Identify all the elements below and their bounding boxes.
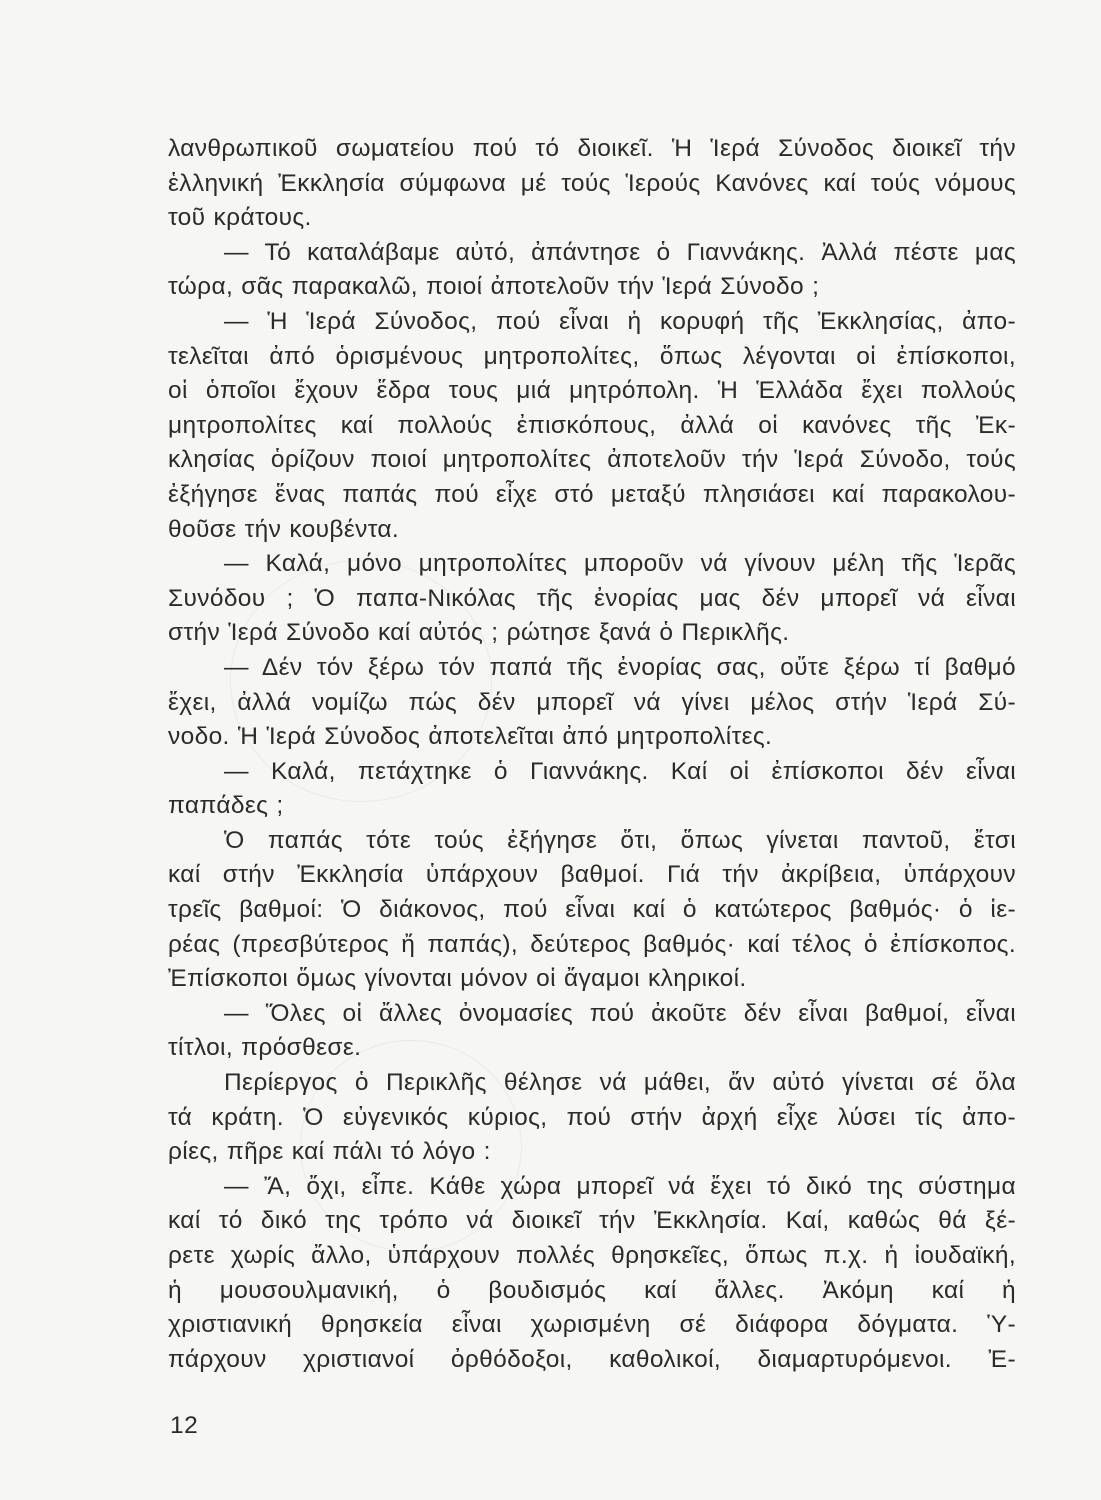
text-line: ρέας (πρεσβύτερος ἤ παπάς), δεύτερος βαθμός· καί τέλος ὁ ἐπίσκοπος. — [168, 930, 1016, 958]
text-line: τελεῖται ἀπό ὁρισμένους μητροπολίτες, ὅπως λέγονται οἱ ἐπίσκοποι, — [168, 342, 1016, 370]
body-text — [168, 132, 1016, 1377]
text-line: καί στήν Ἐκκλησία ὑπάρχουν βαθμοί. Γιά τήν ἀκρίβεια, ὑπάρχουν — [168, 861, 1016, 889]
text-line: Περίεργος ὁ Περικλῆς θέλησε νά μάθει, ἄν αὐτό γίνεται σέ ὅλα — [224, 1069, 1016, 1097]
text-line: Ὁ παπάς τότε τούς ἐξήγησε ὅτι, ὅπως γίνεται παντοῦ, ἔτσι — [224, 826, 1016, 854]
text-line: τοῦ κράτους. — [168, 204, 312, 232]
text-line: Συνόδου ; Ὁ παπα-Νικόλας τῆς ἐνορίας μας δέν μπορεῖ νά εἶναι — [168, 584, 1016, 612]
text-line: — Ἄ, ὄχι, εἶπε. Κάθε χώρα μπορεῖ νά ἔχει τό δικό της σύστημα — [224, 1172, 1016, 1200]
text-line: τώρα, σᾶς παρακαλῶ, ποιοί ἀποτελοῦν τήν Ἱερά Σύνοδο ; — [168, 273, 820, 301]
text-line: — Δέν τόν ξέρω τόν παπά τῆς ἐνορίας σας, οὔτε ξέρω τί βαθμό — [224, 653, 1016, 681]
text-line: ρίες, πῆρε καί πάλι τό λόγο : — [168, 1138, 491, 1166]
text-line: τίτλοι, πρόσθεσε. — [168, 1034, 362, 1062]
text-line: μητροπολίτες καί πολλούς ἐπισκόπους, ἀλλά οἱ κανόνες τῆς Ἐκ- — [168, 411, 1016, 439]
text-line: θοῦσε τήν κουβέντα. — [168, 515, 400, 543]
text-line: στήν Ἱερά Σύνοδο καί αὐτός ; ρώτησε ξανά ὁ Περικλῆς. — [168, 619, 790, 647]
text-line: ἑλληνική Ἐκκλησία σύμφωνα μέ τούς Ἱερούς Κανόνες καί τούς νόμους — [168, 169, 1016, 197]
text-line: ρετε χωρίς ἄλλο, ὑπάρχουν πολλές θρησκεῖες, ὅπως π.χ. ἡ ἰουδαϊκή, — [168, 1242, 1016, 1269]
text-line: — Καλά, πετάχτηκε ὁ Γιαννάκης. Καί οἱ ἐπίσκοποι δέν εἶναι — [224, 757, 1016, 785]
text-line: — Τό καταλάβαμε αὐτό, ἀπάντησε ὁ Γιαννάκης. Ἀλλά πέστε μας — [224, 238, 1016, 266]
text-line: χριστιανική θρησκεία εἶναι χωρισμένη σέ διάφορα δόγματα. Ὑ- — [168, 1311, 1016, 1339]
text-line: λανθρωπικοῦ σωματείου πού τό διοικεῖ. Ἡ Ἱερά Σύνοδος διοικεῖ τήν — [168, 135, 1016, 162]
text-line: — Ὅλες οἱ ἄλλες ὀνομασίες πού ἀκοῦτε δέν εἶναι βαθμοί, εἶναι — [224, 999, 1016, 1027]
text-line: τρεῖς βαθμοί: Ὁ διάκονος, πού εἶναι καί ὁ κατώτερος βαθμός· ὁ ἱε- — [168, 896, 1016, 924]
text-line: νοδο. Ἡ Ἱερά Σύνοδος ἀποτελεῖται ἀπό μητροπολίτες. — [168, 723, 773, 751]
text-line: — Καλά, μόνο μητροπολίτες μποροῦν νά γίνουν μέλη τῆς Ἱερᾶς — [224, 550, 1016, 578]
text-line: ἔχει, ἀλλά νομίζω πώς δέν μπορεῖ νά γίνει μέλος στήν Ἱερά Σύ- — [168, 688, 1016, 716]
text-line: παπάδες ; — [168, 792, 284, 820]
text-line: καί τό δικό της τρόπο νά διοικεῖ τήν Ἐκκλησία. Καί, καθώς θά ξέ- — [168, 1207, 1016, 1235]
text-line: ἡ μουσουλμανική, ὁ βουδισμός καί ἄλλες. Ἀκόμη καί ἡ — [168, 1276, 1016, 1304]
text-line: οἱ ὁποῖοι ἔχουν ἕδρα τους μιά μητρόπολη. Ἡ Ἑλλάδα ἔχει πολλούς — [168, 377, 1016, 405]
text-line: — Ἡ Ἱερά Σύνοδος, πού εἶναι ἡ κορυφή τῆς Ἐκκλησίας, ἀπο- — [224, 307, 1016, 335]
page-number: 12 — [170, 1412, 199, 1439]
text-line: Ἐπίσκοποι ὅμως γίνονται μόνον οἱ ἄγαμοι κληρικοί. — [168, 965, 747, 993]
text-line: ἐξήγησε ἕνας παπάς πού εἶχε στό μεταξύ πλησιάσει καί παρακολου- — [168, 480, 1016, 508]
text-line: τά κράτη. Ὁ εὐγενικός κύριος, πού στήν ἀρχή εἶχε λύσει τίς ἀπο- — [168, 1103, 1016, 1131]
text-line: κλησίας ὁρίζουν ποιοί μητροπολίτες ἀποτελοῦν τήν Ἱερά Σύνοδο, τούς — [168, 446, 1016, 474]
text-line: πάρχουν χριστιανοί ὀρθόδοξοι, καθολικοί, διαμαρτυρόμενοι. Ἐ- — [168, 1345, 1016, 1373]
